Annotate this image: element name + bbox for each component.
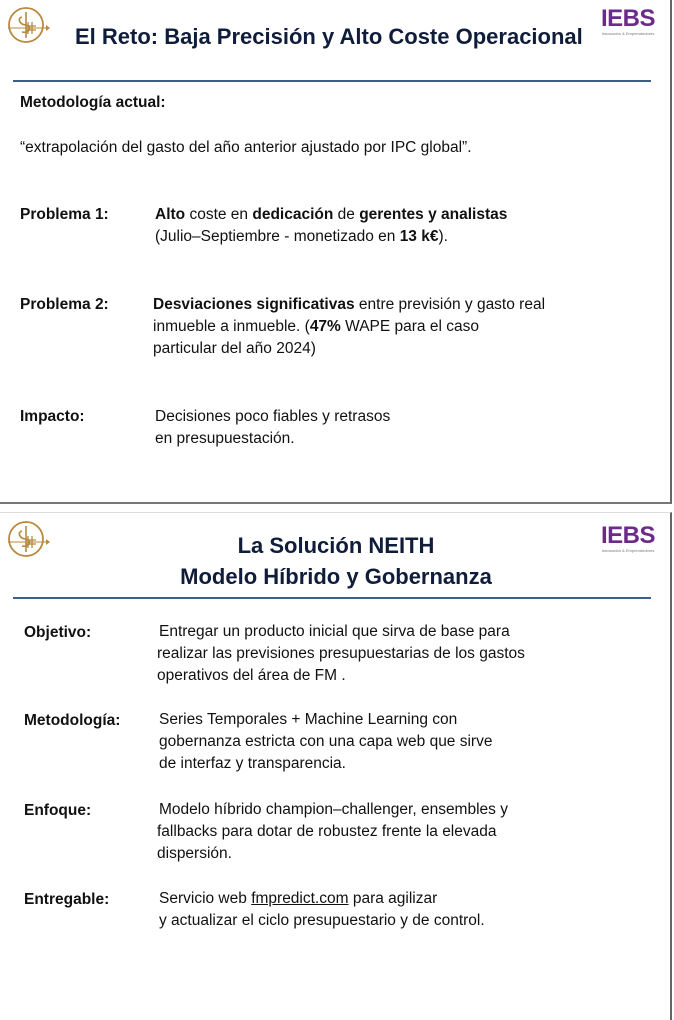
problem-2-label: Problema 2: <box>20 296 109 313</box>
text-bold: gerentes y analistas <box>359 206 508 223</box>
deliverable-text <box>159 888 485 932</box>
problem-2-line-1 <box>153 294 545 316</box>
methodology-line-1: Series Temporales + Machine Learning con <box>159 711 458 728</box>
slide-title-line-1: La Solución NEITH <box>237 533 435 558</box>
text-bold: Alto <box>155 206 186 223</box>
slide-el-reto <box>0 0 672 504</box>
approach-line-1: Modelo híbrido champion–challenger, ensembles y <box>159 801 508 818</box>
deliverable-label: Entregable: <box>24 891 110 908</box>
text-span: de <box>333 206 360 223</box>
slide-la-solucion <box>0 512 672 1020</box>
neith-logo-icon <box>6 4 52 50</box>
title-divider <box>13 80 651 82</box>
objective-label: Objetivo: <box>24 624 92 641</box>
approach-text <box>157 799 508 865</box>
iebs-logo <box>596 5 660 44</box>
objective-text <box>157 621 525 687</box>
title-divider <box>13 597 651 599</box>
objective-line-1: Entregar un producto inicial que sirva de base para <box>159 623 510 640</box>
fmpredict-link[interactable]: fmpredict.com <box>251 890 349 907</box>
approach-line-2: fallbacks para dotar de robustez frente la elevada <box>157 823 497 840</box>
methodology-line-3: de interfaz y transparencia. <box>159 755 346 772</box>
methodology-quote: “extrapolación del gasto del año anterior ajustado por IPC global”. <box>20 139 472 156</box>
methodology-label: Metodología actual: <box>20 94 166 111</box>
impact-line-1: Decisiones poco fiables y retrasos <box>155 408 391 425</box>
slide-title: El Reto: Baja Precisión y Alto Coste Operacional <box>75 24 583 49</box>
text-span: para agilizar <box>348 890 438 907</box>
text-bold: 13 k€ <box>399 228 439 245</box>
deliverable-line-2: y actualizar el ciclo presupuestario y de control. <box>159 912 485 929</box>
problem-1-line-1 <box>155 204 507 226</box>
impact-text <box>155 406 390 450</box>
methodology-text <box>159 709 492 775</box>
text-span: (Julio–Septiembre - monetizado en <box>155 228 400 245</box>
iebs-logo-subtitle: Innovación & Emprendedores <box>601 31 655 36</box>
approach-label: Enfoque: <box>24 802 92 819</box>
problem-1-text <box>155 204 507 248</box>
text-span: Servicio web <box>159 890 252 907</box>
text-span: WAPE para el caso <box>340 318 479 335</box>
text-span: entre previsión y gasto real <box>354 296 546 313</box>
text-span: inmueble a inmueble. ( <box>153 318 310 335</box>
iebs-logo-text: IEBS <box>600 5 655 32</box>
text-bold: dedicación <box>252 206 334 223</box>
impact-line-2: en presupuestación. <box>155 430 295 447</box>
problem-1-line-2 <box>155 226 507 248</box>
impact-label: Impacto: <box>20 408 85 425</box>
methodology-label: Metodología: <box>24 712 121 729</box>
objective-line-3: operativos del área de FM . <box>157 667 346 684</box>
methodology-line-2: gobernanza estricta con una capa web que sirve <box>159 733 493 750</box>
problem-2-line-2 <box>153 316 545 338</box>
problem-1-label: Problema 1: <box>20 206 109 223</box>
iebs-logo-text: IEBS <box>600 522 655 549</box>
text-span: ). <box>438 228 448 245</box>
iebs-logo <box>596 522 660 561</box>
deliverable-line-1 <box>159 888 485 910</box>
text-bold: Desviaciones significativas <box>153 296 355 313</box>
slide-title-line-2: Modelo Híbrido y Gobernanza <box>180 564 492 589</box>
text-span: coste en <box>185 206 253 223</box>
text-bold: 47% <box>309 318 341 335</box>
iebs-logo-subtitle: Innovación & Emprendedores <box>601 548 655 553</box>
problem-2-text <box>153 294 545 360</box>
approach-line-3: dispersión. <box>157 845 232 862</box>
objective-line-2: realizar las previsiones presupuestarias de los gastos <box>157 645 525 662</box>
problem-2-line-3: particular del año 2024) <box>153 340 316 357</box>
